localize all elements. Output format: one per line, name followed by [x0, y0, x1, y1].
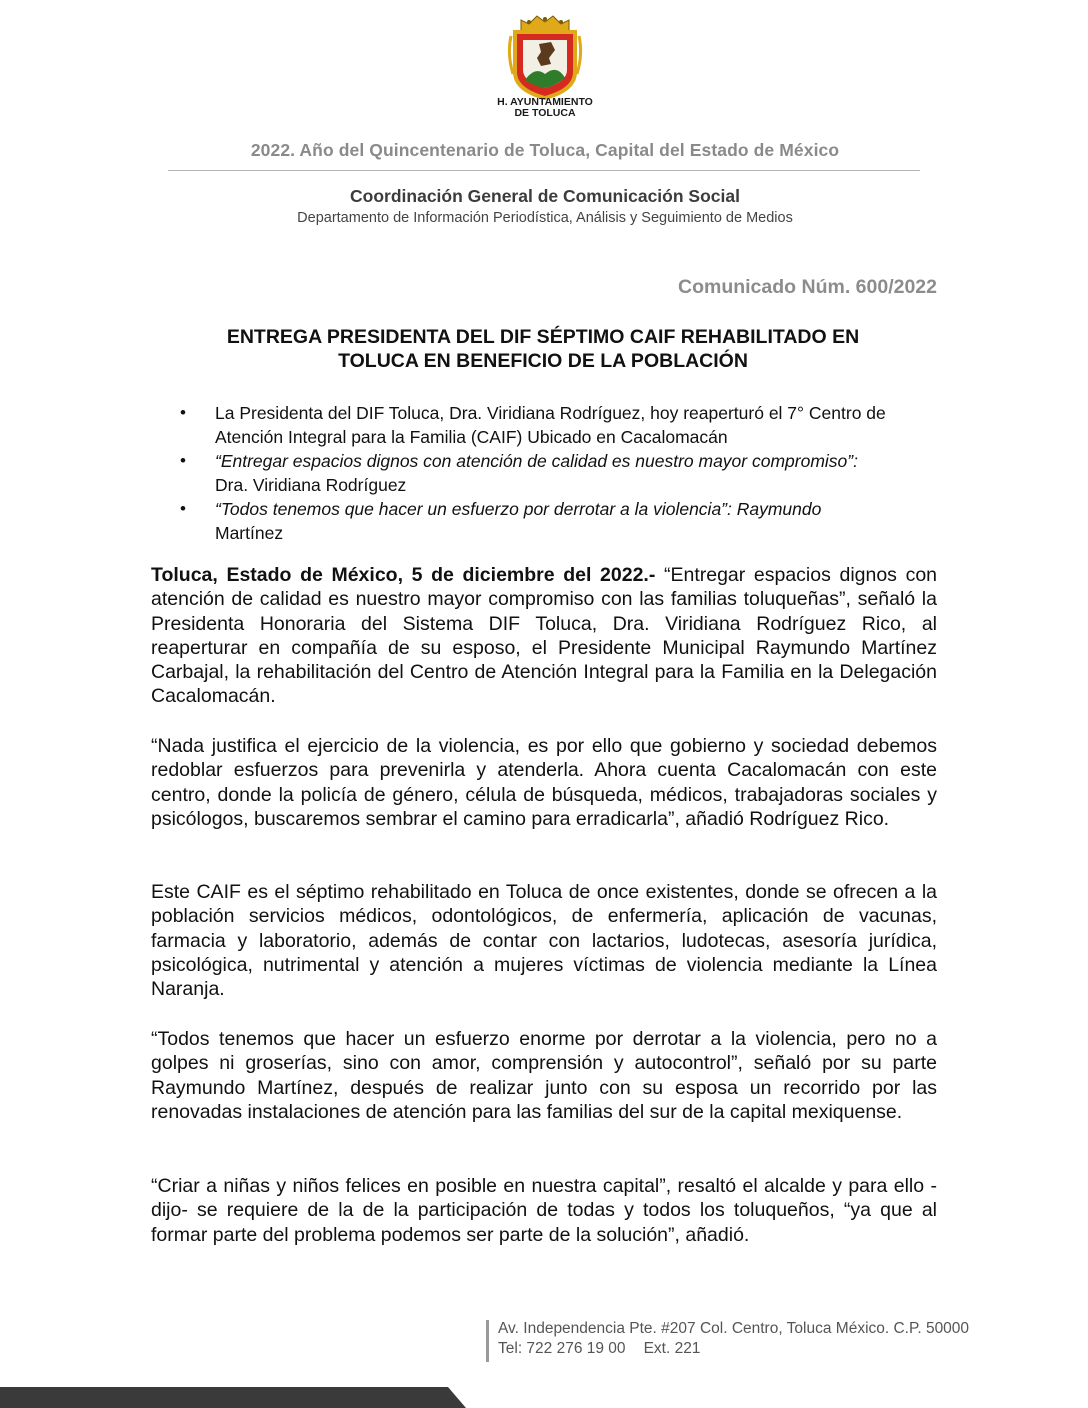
header-divider: [168, 170, 920, 171]
department-subtitle: Departamento de Información Periodística, Análisis y Seguimiento de Medios: [297, 210, 793, 226]
body-paragraph-4: “Todos tenemos que hacer un esfuerzo enorme por derrotar a la violencia, pero no a golpes ni groserías, sino con amor, comprensión y autocontrol”, señaló por su parte Raymundo Martínez, después de realizar junto con su esposa un recorrido por las renovadas instalaciones de atención para las familias del sur de la capital mexiquense.: [151, 1028, 937, 1123]
logo-caption-line2: DE TOLUCA: [514, 107, 576, 119]
footer-address: Av. Independencia Pte. #207 Col. Centro, Toluca México. C.P. 50000: [498, 1320, 970, 1337]
paragraph-text: “Entregar espacios dignos con atención de calidad es nuestro mayor compromiso con las familias toluqueñas”, señaló la Presidenta Honoraria del Sistema DIF Toluca, Dra. Viridiana Rodríguez Rico, al reaperturar en compañía de su esposo, el Presidente Municipal Raymundo Martínez Carbajal, la rehabilitación del Centro de Atención Integral para la Familia en la Delegación Cacalomacán.: [151, 564, 938, 708]
body-paragraph-1: [151, 563, 937, 709]
bullet-text: La Presidenta del DIF Toluca, Dra. Viridiana Rodríguez, hoy reaperturó el 7° Centro de Atención Integral para la Familia (CAIF) Ubicado en Cacalomacán: [215, 403, 886, 447]
communique-number: Comunicado Núm. 600/2022: [677, 276, 937, 298]
bullet-item: [180, 401, 940, 449]
footer-contact: [498, 1340, 700, 1358]
bullet-quote: “Entregar espacios dignos con atención de calidad es nuestro mayor compromiso”:: [215, 451, 858, 471]
coordination-title: Coordinación General de Comunicación Social: [350, 186, 740, 206]
footer-divider: [486, 1320, 489, 1362]
bullet-item: [180, 497, 940, 545]
footer-phone: Tel: 722 276 19 00: [498, 1340, 626, 1357]
dateline: Toluca, Estado de México, 5 de diciembre del 2022.-: [151, 564, 656, 586]
footer-extension: Ext. 221: [643, 1340, 701, 1357]
bullet-attribution: Dra. Viridiana Rodríguez: [215, 475, 407, 495]
body-paragraph-5: “Criar a niñas y niños felices en posible en nuestra capital”, resaltó el alcalde y para ello -dijo- se requiere de la de la participación de todas y todos los toluqueños, “ya que al formar parte del problema podemos ser parte de la solución”, añadió.: [151, 1175, 937, 1246]
logo-caption-line1: H. AYUNTAMIENTO: [497, 96, 593, 108]
headline-line2: TOLUCA EN BENEFICIO DE LA POBLACIÓN: [338, 350, 748, 372]
year-motto: 2022. Año del Quincentenario de Toluca, Capital del Estado de México: [250, 140, 840, 160]
body-paragraph-2: “Nada justifica el ejercicio de la violencia, es por ello que gobierno y sociedad debemos redoblar esfuerzos para prevenirla y atenderla. Ahora cuenta Cacalomacán con este centro, donde la policía de género, célula de búsqueda, médicos, trabajadoras sociales y psicólogos, buscaremos sembrar el camino para erradicarla”, añadió Rodríguez Rico.: [151, 735, 937, 830]
headline: [150, 325, 936, 373]
body-paragraph-3: Este CAIF es el séptimo rehabilitado en Toluca de once existentes, donde se ofrecen a la población servicios médicos, odontológicos, de enfermería, aplicación de vacunas, farmacia y laboratorio, además de contar con lactarios, ludotecas, asesoría jurídica, psicológica, nutrimental y atención a mujeres víctimas de violencia mediante la Línea Naranja.: [151, 881, 937, 1001]
bullet-item: [180, 449, 940, 497]
summary-bullets: [180, 401, 940, 545]
logo-caption: [470, 97, 620, 119]
headline-line1: ENTREGA PRESIDENTA DEL DIF SÉPTIMO CAIF REHABILITADO EN: [226, 326, 860, 348]
bullet-attribution: Martínez: [215, 523, 284, 543]
bottom-decorative-band: [0, 1387, 1088, 1408]
bullet-quote: “Todos tenemos que hacer un esfuerzo por derrotar a la violencia”: Raymundo: [215, 499, 822, 519]
